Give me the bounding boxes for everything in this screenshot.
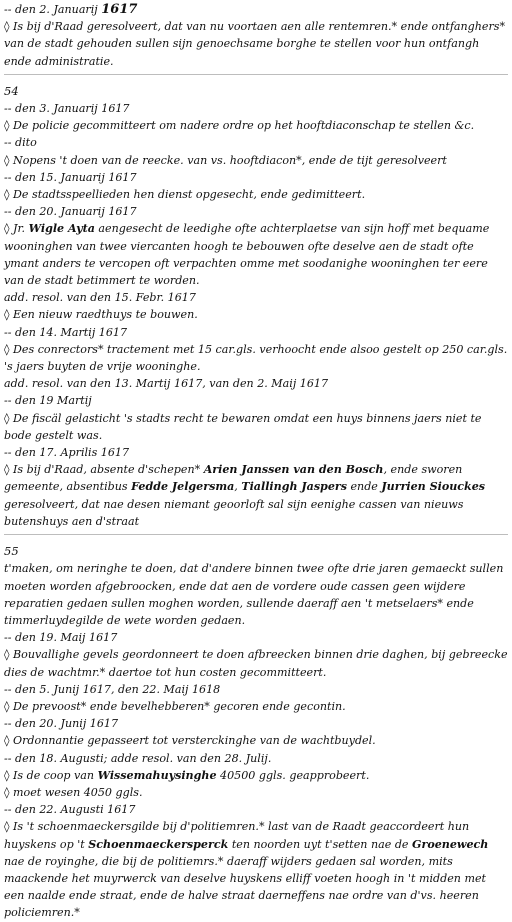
entry-paragraph: ◊ Des conrectors* tractement met 15 car.gls. verhoocht ende alsoo gestelt op 250 car.gls. 's jaers buyten de vrije wooninghe.	[4, 342, 508, 374]
entry-line: ◊ moet wesen 4050 ggls.	[4, 785, 143, 799]
person-name: Fedde Jelgersma	[131, 480, 235, 494]
date-line: -- den 17. Aprilis 1617	[4, 446, 130, 460]
entry-paragraph: ◊ Is bij d'Raad, absente d'schepen* Arien Janssen van den Bosch, ende sworen gemeente, absentibus Fedde Jelgersma, Tiallingh Jaspers ende Jurrien Siouckes geresolveert, dat nae desen niemant geoorloft sal sijn eenighe cassen van nieuws butenshuys aen d'straat	[4, 463, 486, 528]
person-name: Wigle Ayta	[28, 222, 95, 236]
date-line: -- den 3. Januarij 1617	[4, 102, 130, 116]
person-name: Arien Janssen van den Bosch	[203, 463, 384, 477]
entry-paragraph: ◊ Jr. Wigle Ayta aengesecht de leedighe ofte achterplaetse van sijn hoff met bequame wooninghen van twee viercanten hoogh te bebouwen ofte deselve aen de stadt ofte ymant anders te vercopen oft verpachten omme met soodanighe wooninghen ter eere van de stadt betimmert te worden.	[4, 222, 490, 288]
entry-paragraph: ◊ Is 't schoenmaeckersgilde bij d'politiemren.* last van de Raadt geaccordeert hun huyskens op 't Schoenmaeckersperck ten noorden uyt t'setten nae de Groenewech nae de royinghe, die bij de politiemrs.* daeraff wijders gedaen sal worden, mits maackende het muyrwerck van deselve huyskens elliff voeten hoogh in 't midden met een naalde ende straat, ende de halve straat daerneffens nae ordre van d'vs. heeren policiemren.*	[4, 820, 489, 920]
entry-line: ◊ De policie gecommitteert om nadere ordre op het hooftdiaconschap te stellen &c.	[4, 119, 475, 133]
person-name: Tiallingh Jaspers	[241, 480, 347, 494]
date-line: -- den 5. Junij 1617, den 22. Maij 1618	[4, 682, 221, 696]
person-name: Jurrien Siouckes	[381, 480, 486, 494]
place-name: Groenewech	[412, 837, 489, 851]
resolution-ref: add. resol. van den 13. Martij 1617, van den 2. Maij 1617	[4, 377, 329, 391]
place-name: Wissemahuysinghe	[97, 768, 217, 782]
year-1617: 1617	[101, 2, 138, 17]
page-separator	[4, 534, 508, 535]
date-line: -- dito	[4, 136, 37, 150]
entry-paragraph: t'maken, om neringhe te doen, dat d'andere binnen twee ofte drie jaren gemaeckt sullen moeten worden afgebroocken, ende dat aen de vordere oude cassen geen wijdere reparatien gedaen sullen moghen worden, sullende daeraff aen 't metselaers* ende timmerluydegilde de wete worden gedaen.	[4, 562, 504, 627]
entry-paragraph: ◊ Bouvallighe gevels geordonneert te doen afbreecken binnen drie daghen, bij gebreecke dies de wachtmr.* daertoe tot hun costen gecommitteert.	[4, 648, 508, 679]
resolution-ref: add. resol. van den 15. Febr. 1617	[4, 291, 196, 305]
entry-text: ◊ Is bij d'Raad geresolveert, dat van nu voortaen aen alle rentemren.* ende ontfanghers* van de stadt gehouden sullen sijn genoechsame borghe te stellen voor hun ontfangh ende administratie.	[4, 20, 506, 68]
entry-line: ◊ De stadtsspeellieden hen dienst opgesecht, ende gedimitteert.	[4, 188, 366, 202]
date-line: -- den 15. Januarij 1617	[4, 170, 137, 184]
date-line: -- den 20. Junij 1617	[4, 717, 119, 731]
entry-date-2-jan: -- den 2. Januarij 1617	[4, 2, 138, 17]
page-separator	[4, 74, 508, 75]
page-number-54: 54	[4, 83, 19, 98]
page-number-55: 55	[4, 544, 19, 559]
entry-line: ◊ Een nieuw raedthuys te bouwen.	[4, 308, 198, 322]
place-name: Schoenmaeckersperck	[88, 837, 229, 851]
date-line: -- den 19. Maij 1617	[4, 631, 118, 645]
date-line: -- den 14. Martij 1617	[4, 325, 128, 339]
entry-line: ◊ Ordonnantie gepasseert tot versterckinghe van de wachtbuydel.	[4, 734, 376, 748]
entry-line: ◊ Is de coop van Wissemahuysinghe 40500 ggls. geapprobeert.	[4, 768, 370, 782]
date-line: -- den 20. Januarij 1617	[4, 205, 137, 219]
entry-paragraph: ◊ De fiscäl gelasticht 's stadts recht te bewaren omdat een huys binnens jaers niet te bode gestelt was.	[4, 411, 482, 442]
date-line: -- den 19 Martij	[4, 394, 92, 408]
date-line: -- den 22. Augusti 1617	[4, 803, 136, 817]
entry-line: ◊ Nopens 't doen van de reecke. van vs. hooftdiacon*, ende de tijt geresolveert	[4, 153, 447, 167]
entry-line: ◊ De prevoost* ende bevelhebberen* gecoren ende gecontin.	[4, 699, 346, 713]
date-line: -- den 18. Augusti; adde resol. van den 28. Julij.	[4, 751, 272, 765]
